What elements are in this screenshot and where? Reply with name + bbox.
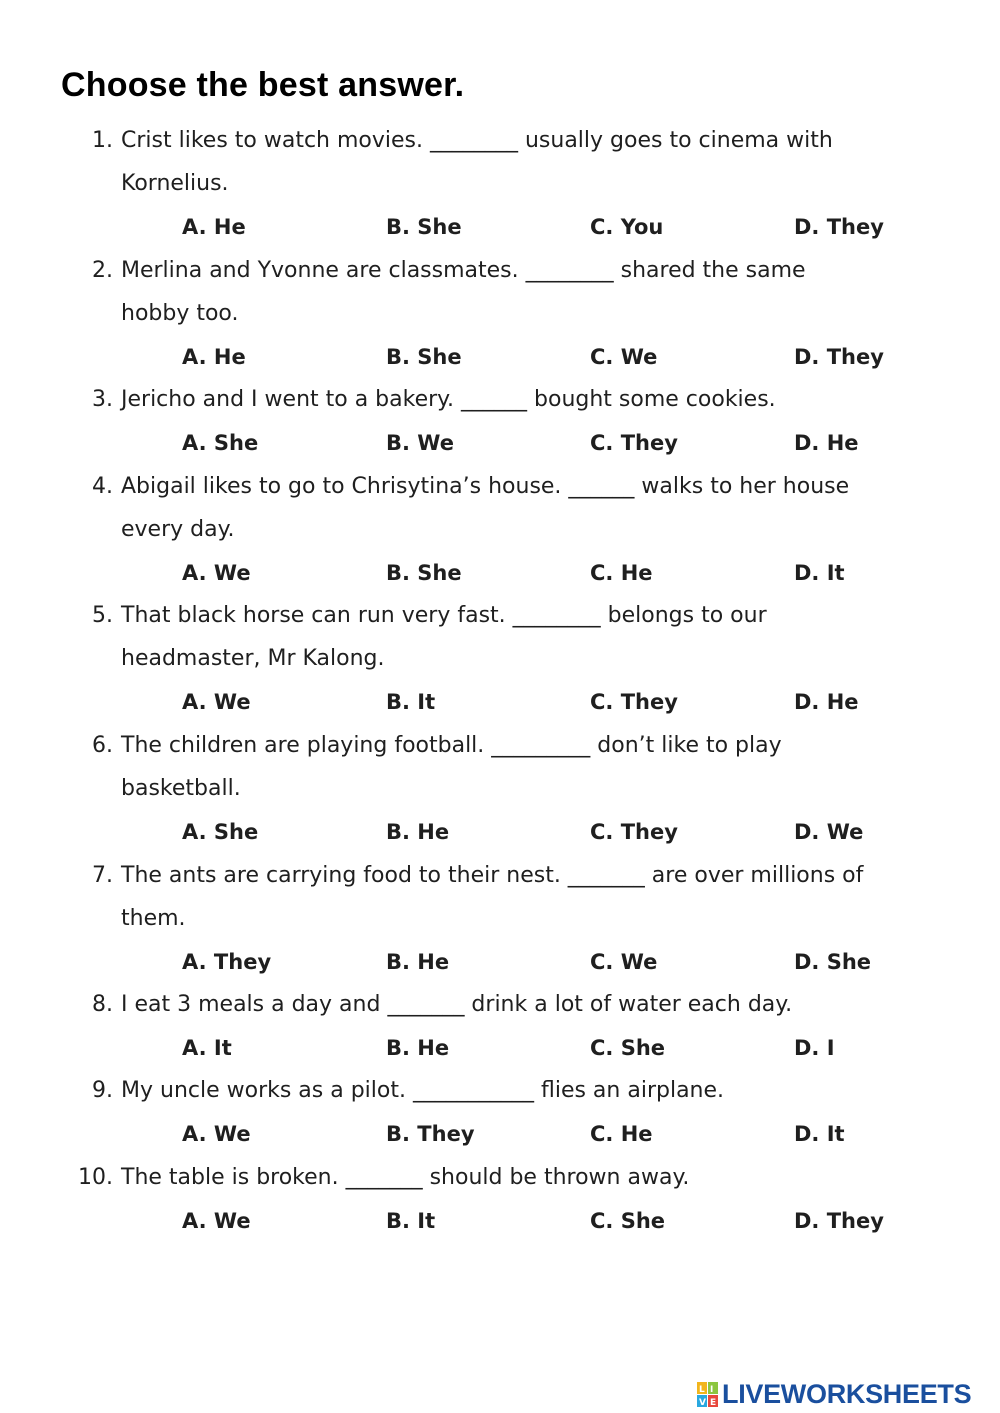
question-text: Kornelius. [121,171,229,196]
question-text: them. [121,906,186,931]
question-line [0,724,1000,767]
question-number: 6. [92,733,113,758]
answer-option-b[interactable]: B. He [386,820,450,844]
answer-option-a[interactable]: A. It [182,1036,232,1060]
question-number: 3. [92,387,113,412]
question-line [0,854,1000,897]
answer-options [0,335,1000,379]
answer-option-a[interactable]: A. He [182,215,246,239]
answer-option-d[interactable]: D. He [794,431,859,455]
question-number: 8. [92,992,113,1017]
answer-options [0,1199,1000,1243]
question-text: headmaster, Mr Kalong. [121,646,385,671]
answer-option-d[interactable]: D. She [794,950,872,974]
question-text: Abigail likes to go to Chrisytina’s house. ______ walks to her house [121,474,850,499]
question-number: 1. [92,128,113,153]
answer-option-c[interactable]: C. He [590,1122,653,1146]
answer-option-c[interactable]: C. We [590,950,658,974]
answer-options [0,551,1000,595]
question-line [0,292,1000,335]
answer-option-c[interactable]: C. They [590,431,678,455]
answer-option-d[interactable]: D. It [794,561,845,585]
question-item [0,983,1000,1070]
question-text: I eat 3 meals a day and _______ drink a lot of water each day. [121,992,793,1017]
question-item [0,1156,1000,1243]
question-item [0,119,1000,249]
answer-option-b[interactable]: B. He [386,1036,450,1060]
question-item [0,1069,1000,1156]
question-item [0,249,1000,379]
answer-options [0,680,1000,724]
question-text: basketball. [121,776,241,801]
question-text: The table is broken. _______ should be thrown away. [121,1165,690,1190]
question-line [0,119,1000,162]
question-line [0,594,1000,637]
question-text: Merlina and Yvonne are classmates. ________ shared the same [121,258,806,283]
answer-option-c[interactable]: C. They [590,690,678,714]
question-number: 5. [92,603,113,628]
answer-option-c[interactable]: C. We [590,345,658,369]
answer-option-c[interactable]: C. She [590,1209,666,1233]
question-line [0,465,1000,508]
answer-option-d[interactable]: D. I [794,1036,835,1060]
answer-option-a[interactable]: A. She [182,431,259,455]
answer-option-a[interactable]: A. We [182,690,251,714]
question-line [0,508,1000,551]
answer-option-b[interactable]: B. We [386,431,454,455]
answer-option-a[interactable]: A. We [182,1209,251,1233]
answer-option-a[interactable]: A. They [182,950,272,974]
answer-options [0,421,1000,465]
answer-option-d[interactable]: D. They [794,345,884,369]
answer-options [0,1112,1000,1156]
answer-option-b[interactable]: B. It [386,690,436,714]
question-item [0,378,1000,465]
liveworksheets-logo-icon [697,1380,719,1408]
answer-option-c[interactable]: C. They [590,820,678,844]
question-item [0,594,1000,724]
question-item [0,465,1000,595]
answer-option-d[interactable]: D. He [794,690,859,714]
question-number: 9. [92,1078,113,1103]
question-text: Crist likes to watch movies. ________ usually goes to cinema with [121,128,833,153]
answer-option-c[interactable]: C. He [590,561,653,585]
answer-option-d[interactable]: D. It [794,1122,845,1146]
question-item [0,854,1000,984]
question-number: 7. [92,863,113,888]
answer-options [0,810,1000,854]
answer-option-a[interactable]: A. We [182,1122,251,1146]
question-text: My uncle works as a pilot. ___________ flies an airplane. [121,1078,725,1103]
question-line [0,249,1000,292]
svg-text:V: V [699,1398,706,1408]
answer-option-b[interactable]: B. She [386,345,462,369]
question-text: hobby too. [121,301,239,326]
question-number: 10. [78,1165,113,1190]
question-line [0,1069,1000,1112]
question-item [0,724,1000,854]
answer-option-d[interactable]: D. They [794,1209,884,1233]
answer-option-b[interactable]: B. She [386,215,462,239]
brand-name: LIVEWORKSHEETS [722,1378,972,1409]
question-number: 4. [92,474,113,499]
answer-option-d[interactable]: D. We [794,820,864,844]
answer-option-c[interactable]: C. She [590,1036,666,1060]
question-text: every day. [121,517,235,542]
question-line [0,378,1000,421]
answer-options [0,205,1000,249]
answer-option-c[interactable]: C. You [590,215,664,239]
answer-option-b[interactable]: B. He [386,950,450,974]
question-text: The children are playing football. _________ don’t like to play [121,733,782,758]
answer-option-a[interactable]: A. He [182,345,246,369]
question-line [0,162,1000,205]
answer-option-a[interactable]: A. She [182,820,259,844]
answer-option-d[interactable]: D. They [794,215,884,239]
answer-option-b[interactable]: B. It [386,1209,436,1233]
question-text: That black horse can run very fast. ________ belongs to our [121,603,767,628]
answer-option-b[interactable]: B. They [386,1122,475,1146]
svg-text:L: L [699,1385,705,1395]
answer-option-b[interactable]: B. She [386,561,462,585]
liveworksheets-brand [697,1377,971,1411]
page-title: Choose the best answer. [61,66,465,104]
svg-text:I: I [710,1385,714,1395]
question-line [0,637,1000,680]
question-line [0,897,1000,940]
question-text: The ants are carrying food to their nest. _______ are over millions of [121,863,864,888]
answer-options [0,1026,1000,1070]
answer-option-a[interactable]: A. We [182,561,251,585]
question-line [0,767,1000,810]
question-number: 2. [92,258,113,283]
answer-options [0,940,1000,984]
question-line [0,1156,1000,1199]
question-line [0,983,1000,1026]
svg-text:E: E [710,1398,717,1408]
question-text: Jericho and I went to a bakery. ______ bought some cookies. [121,387,776,412]
